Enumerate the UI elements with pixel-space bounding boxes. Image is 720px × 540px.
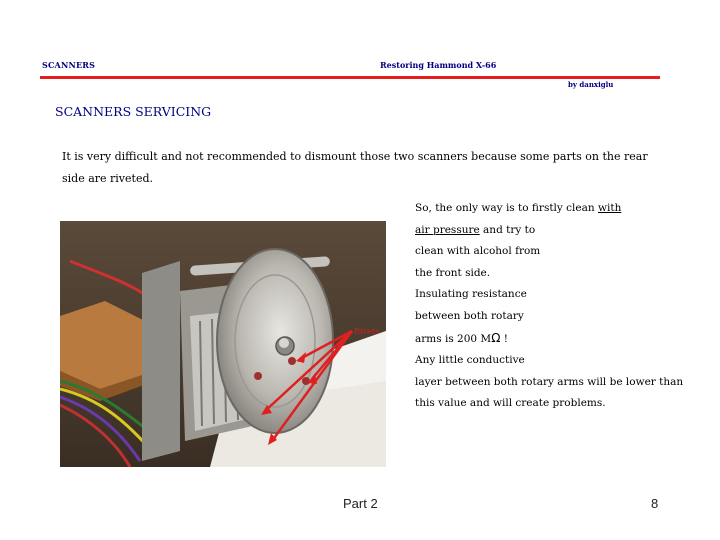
body-line: Insulating resistance [415, 288, 527, 301]
body-underlined-text: air pressure [415, 223, 480, 236]
body-line: the front side. [415, 266, 491, 279]
scanner-photo [60, 221, 386, 467]
header-section-label: SCANNERS [42, 60, 96, 70]
rivets-label: Rivets [354, 327, 380, 336]
page-number: 8 [651, 496, 659, 511]
header-divider [40, 76, 660, 79]
footer-part-label: Part 2 [343, 496, 378, 511]
body-line: layer between both rotary arms will be lower than [415, 375, 684, 388]
body-text-segment: arms is 200 M [415, 332, 492, 345]
ohm-symbol: Ω [491, 330, 501, 345]
intro-paragraph: It is very difficult and not recommended to dismount those two scanners because some parts on the rear side are riveted. [62, 150, 648, 185]
scanner-photo-drawing [60, 221, 386, 467]
body-line: Any little conductive [415, 354, 525, 367]
header-document-title: Restoring Hammond X-66 [380, 60, 497, 70]
body-line: clean with alcohol from [415, 245, 541, 258]
body-line [415, 198, 690, 220]
body-line [415, 220, 690, 242]
body-line [415, 328, 690, 351]
body-line: this value and will create problems. [415, 397, 606, 410]
body-paragraph [415, 198, 690, 415]
header-byline: by danxiglu [568, 80, 614, 89]
body-underlined-text: with [598, 202, 622, 214]
body-text-segment: and try to [479, 223, 536, 236]
body-text-segment: ! [500, 332, 508, 345]
body-text-segment: So, the only way is to firstly clean [415, 202, 598, 214]
page-title: SCANNERS SERVICING [55, 104, 212, 119]
body-line: between both rotary [415, 309, 524, 322]
